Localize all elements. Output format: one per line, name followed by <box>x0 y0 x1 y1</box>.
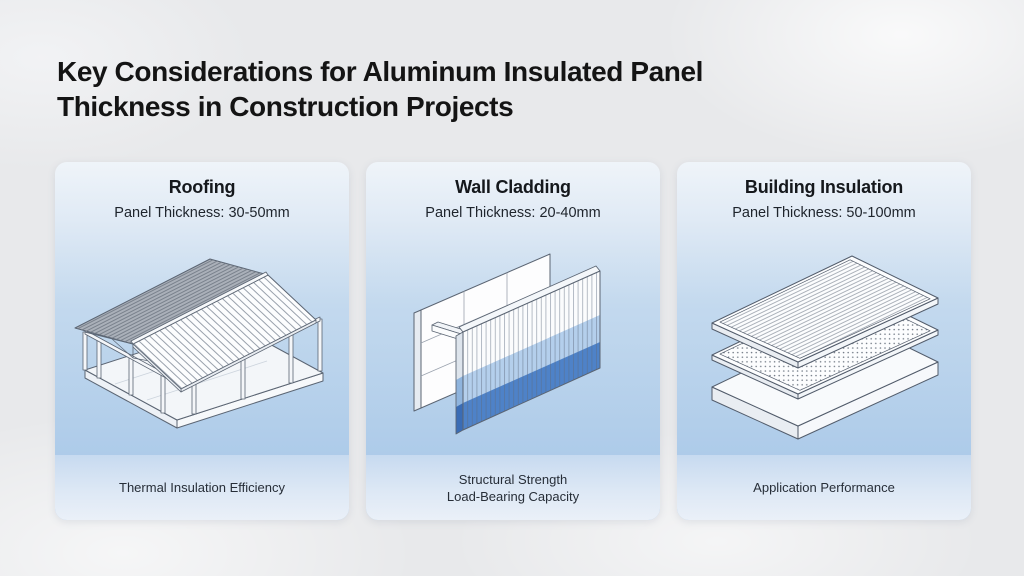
insulation-footer-line1: Application Performance <box>753 480 895 495</box>
page-title-line2: Thickness in Construction Projects <box>57 91 514 122</box>
roofing-card-subtitle: Panel Thickness: 30-50mm <box>114 205 290 221</box>
wall-cladding-card-title: Wall Cladding <box>455 177 571 197</box>
roofing-card <box>55 162 349 520</box>
page-title <box>57 54 703 124</box>
roofing-footer-line1: Thermal Insulation Efficiency <box>119 480 285 495</box>
cards-row <box>55 162 971 520</box>
insulation-card-footer <box>677 455 971 520</box>
wall-cladding-card <box>366 162 660 520</box>
wall-cladding-card-footer <box>366 455 660 520</box>
wall-cladding-footer-line1: Structural Strength <box>458 471 568 487</box>
page-title-line1: Key Considerations for Aluminum Insulated Panel <box>57 56 704 87</box>
wall-cladding-card-subtitle: Panel Thickness: 20-40mm <box>425 205 601 221</box>
insulation-card <box>677 162 971 520</box>
roofing-card-footer <box>55 455 349 520</box>
roofing-card-title: Roofing <box>168 177 236 197</box>
insulation-card-title: Building Insulation <box>744 177 904 197</box>
roof-structure-illustration <box>55 232 349 455</box>
insulation-layers-illustration <box>677 232 971 455</box>
insulation-card-subtitle: Panel Thickness: 50-100mm <box>732 205 916 221</box>
wall-cladding-illustration <box>366 232 660 455</box>
wall-cladding-footer-line2: Load-Bearing Capacity <box>446 488 580 504</box>
